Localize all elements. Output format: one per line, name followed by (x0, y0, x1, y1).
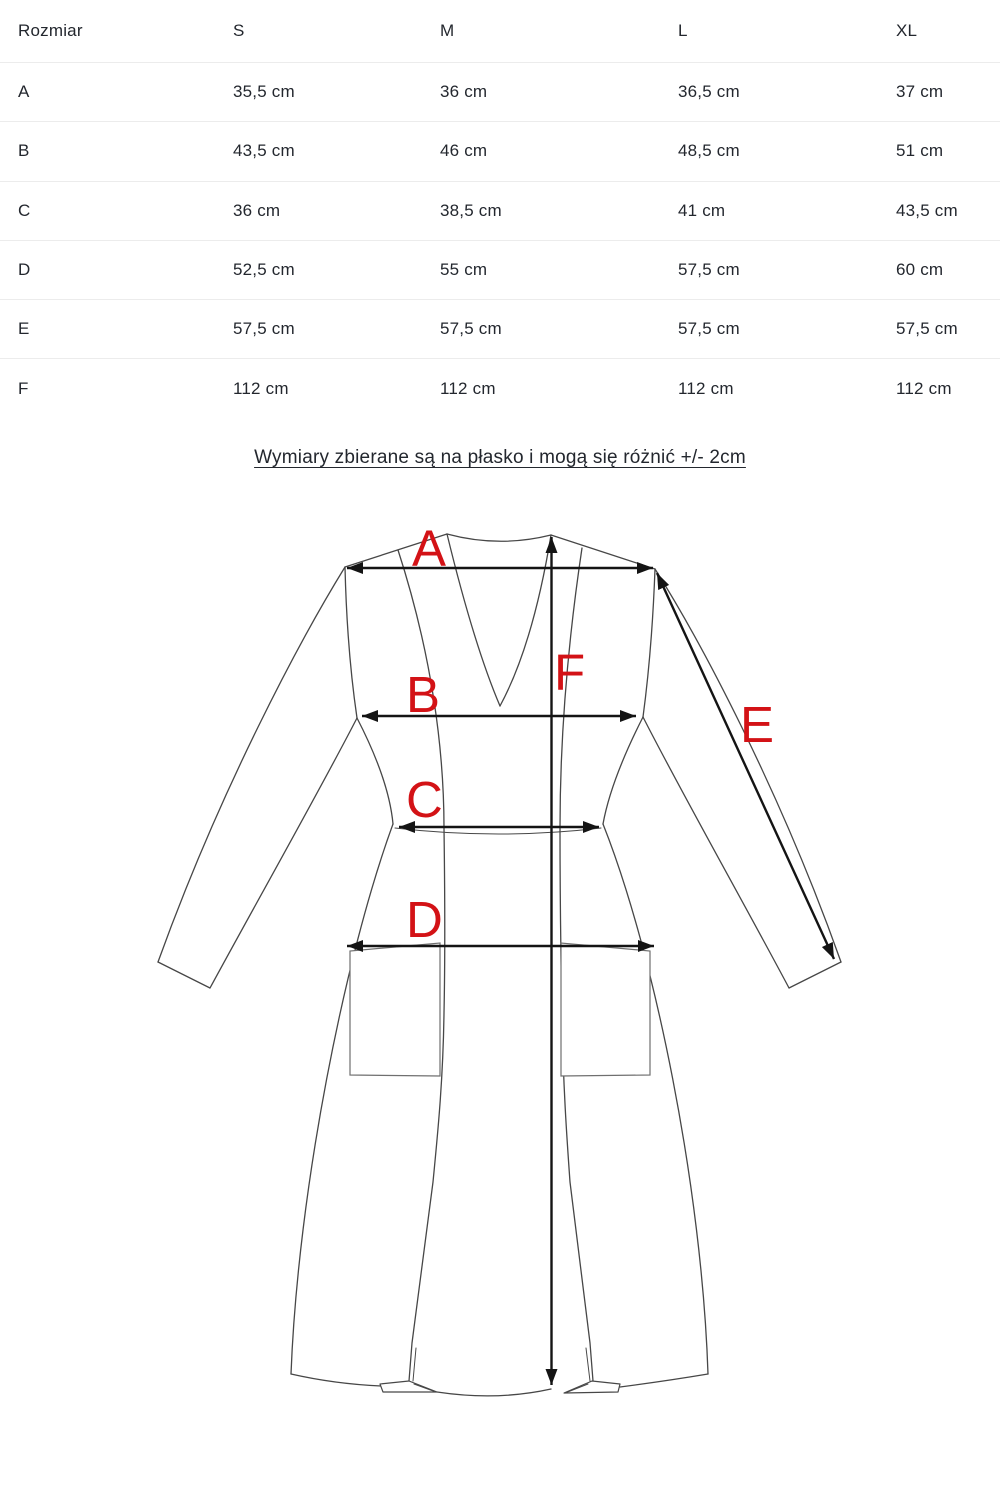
header-size-m: M (440, 21, 455, 40)
letter-E: E (740, 696, 775, 753)
size-value: 112 cm (440, 378, 496, 398)
row-label: A (18, 82, 30, 102)
size-value: 36,5 cm (678, 82, 740, 102)
right-skirt-side (603, 824, 708, 1374)
right-pleat-fold (586, 1348, 590, 1381)
size-value: 57,5 cm (233, 319, 295, 339)
size-value: 48,5 cm (678, 141, 740, 161)
size-value: 60 cm (896, 260, 944, 280)
right-shoulder (551, 535, 655, 569)
size-value: 55 cm (440, 260, 488, 280)
size-value: 112 cm (678, 378, 734, 398)
row-label: E (18, 319, 30, 339)
dimension-letters (406, 520, 774, 948)
size-value: 112 cm (233, 378, 289, 398)
size-value: 35,5 cm (233, 82, 295, 102)
size-value: 46 cm (440, 141, 488, 161)
header-rozmiar: Rozmiar (18, 21, 83, 40)
letter-B: B (406, 666, 441, 723)
left-pleat-fold (413, 1348, 416, 1381)
size-value: 57,5 cm (896, 319, 958, 339)
right-sleeve-inner (643, 717, 789, 988)
header-size-xl: XL (896, 21, 918, 40)
size-value: 36 cm (233, 200, 281, 220)
size-value: 36 cm (440, 82, 488, 102)
header-size-l: L (678, 21, 688, 40)
waist-line (395, 828, 601, 834)
left-cuff (158, 962, 210, 988)
row-label: B (18, 141, 30, 161)
size-value: 52,5 cm (233, 260, 295, 280)
header-size-s: S (233, 21, 245, 40)
left-bodice-side (357, 718, 393, 824)
dress-outline (158, 534, 841, 1396)
size-value: 57,5 cm (678, 319, 740, 339)
left-sleeve-inner (210, 718, 357, 988)
size-value: 112 cm (896, 378, 952, 398)
hem-center (437, 1389, 551, 1396)
arrow-E-sleeve (657, 573, 834, 959)
back-neckline (447, 534, 551, 541)
size-value: 43,5 cm (896, 200, 958, 220)
letter-F: F (554, 644, 586, 701)
right-pocket (561, 943, 650, 1076)
size-value: 43,5 cm (233, 141, 295, 161)
size-value: 37 cm (896, 82, 944, 102)
measurement-note-text: Wymiary zbierane są na płasko i mogą się różnić +/- 2cm (254, 447, 746, 468)
v-neck-left (447, 534, 500, 706)
letter-A: A (412, 520, 447, 577)
left-skirt-side (291, 824, 393, 1374)
right-cuff (789, 962, 841, 988)
size-value: 57,5 cm (440, 319, 502, 339)
left-sleeve-outer (158, 567, 345, 962)
hem-left (291, 1374, 381, 1386)
hem-right (620, 1374, 708, 1387)
row-label: D (18, 260, 31, 280)
letter-D: D (406, 891, 443, 948)
left-armhole (345, 567, 357, 718)
right-bodice-side (603, 717, 643, 824)
letter-C: C (406, 771, 443, 828)
size-value: 38,5 cm (440, 200, 502, 220)
right-hem-tab (564, 1381, 620, 1393)
left-hem-tab (380, 1381, 437, 1392)
size-value: 51 cm (896, 141, 944, 161)
left-pocket (350, 943, 440, 1076)
size-value: 57,5 cm (678, 260, 740, 280)
right-armhole (643, 569, 655, 717)
size-value: 41 cm (678, 200, 726, 220)
row-label: C (18, 200, 31, 220)
v-neck-right (500, 535, 551, 706)
row-label: F (18, 378, 29, 398)
